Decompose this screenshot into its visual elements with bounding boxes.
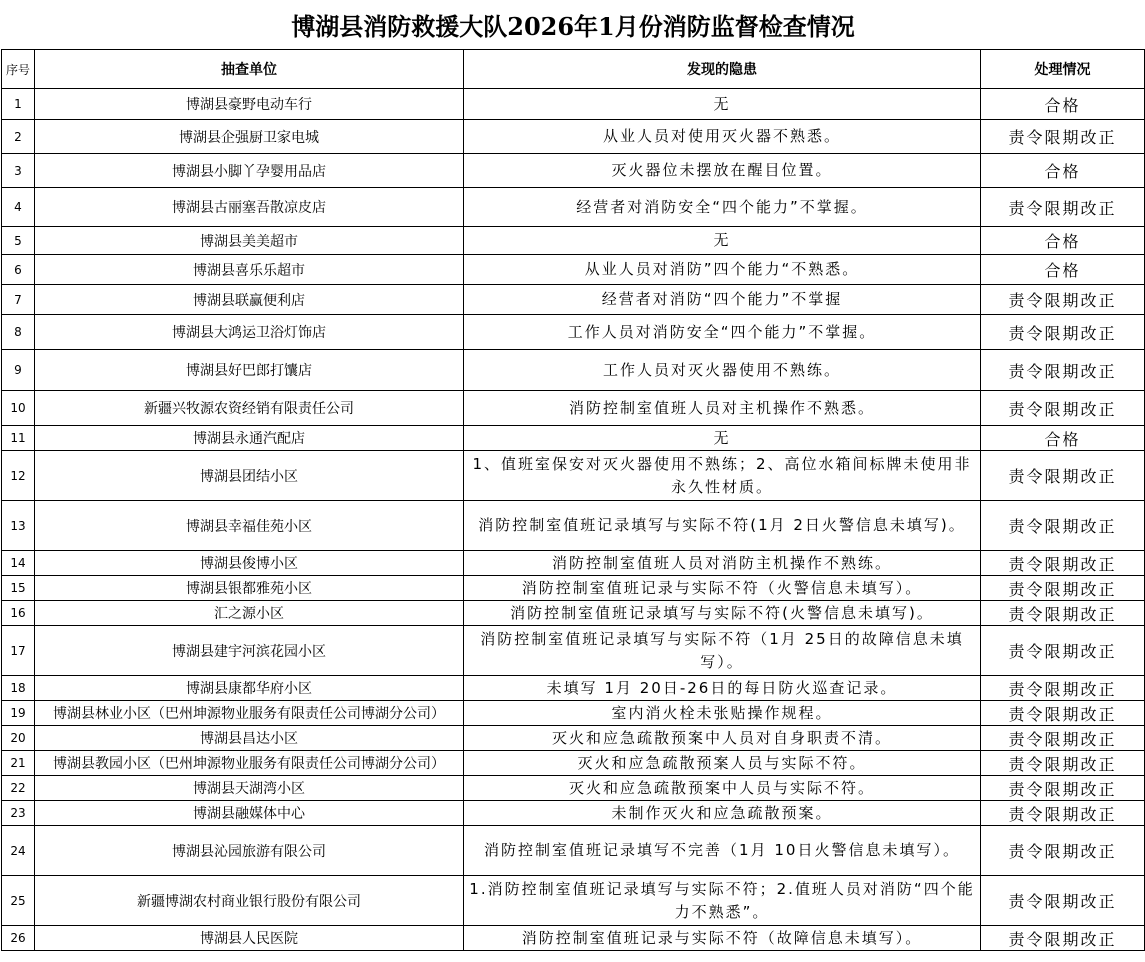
row-index: 12 xyxy=(2,451,35,501)
header-issue: 发现的隐患 xyxy=(464,50,981,89)
row-issue: 从业人员对使用灭火器不熟悉。 xyxy=(464,120,981,154)
row-index: 11 xyxy=(2,426,35,451)
table-row xyxy=(2,391,1145,426)
header-unit: 抽查单位 xyxy=(35,50,464,89)
row-unit: 博湖县俊博小区 xyxy=(35,551,464,576)
row-result: 责令限期改正 xyxy=(981,391,1145,426)
row-index: 15 xyxy=(2,576,35,601)
row-unit: 新疆兴牧源农资经销有限责任公司 xyxy=(35,391,464,426)
table-row xyxy=(2,188,1145,227)
row-index: 20 xyxy=(2,726,35,751)
row-index: 25 xyxy=(2,876,35,926)
row-result: 责令限期改正 xyxy=(981,926,1145,951)
row-result: 责令限期改正 xyxy=(981,626,1145,676)
row-index: 2 xyxy=(2,120,35,154)
row-result: 责令限期改正 xyxy=(981,701,1145,726)
table-row xyxy=(2,576,1145,601)
table-row xyxy=(2,776,1145,801)
row-result: 合格 xyxy=(981,89,1145,120)
row-unit: 新疆博湖农村商业银行股份有限公司 xyxy=(35,876,464,926)
row-issue: 消防控制室值班记录填写与实际不符(1月 2日火警信息未填写)。 xyxy=(464,501,981,551)
table-row xyxy=(2,227,1145,255)
row-index: 3 xyxy=(2,154,35,188)
row-index: 1 xyxy=(2,89,35,120)
table-row xyxy=(2,751,1145,776)
row-index: 8 xyxy=(2,315,35,350)
row-issue: 无 xyxy=(464,227,981,255)
row-issue: 无 xyxy=(464,89,981,120)
row-unit: 博湖县人民医院 xyxy=(35,926,464,951)
row-issue: 灭火和应急疏散预案中人员与实际不符。 xyxy=(464,776,981,801)
table-row xyxy=(2,626,1145,676)
row-result: 合格 xyxy=(981,255,1145,285)
row-result: 责令限期改正 xyxy=(981,776,1145,801)
table-row xyxy=(2,551,1145,576)
table-row xyxy=(2,501,1145,551)
row-unit: 博湖县康都华府小区 xyxy=(35,676,464,701)
row-issue: 1.消防控制室值班记录填写与实际不符；2.值班人员对消防“四个能力不熟悉”。 xyxy=(464,876,981,926)
header-result: 处理情况 xyxy=(981,50,1145,89)
row-issue: 工作人员对灭火器使用不熟练。 xyxy=(464,350,981,391)
row-issue: 1、值班室保安对灭火器使用不熟练；2、高位水箱间标牌未使用非永久性材质。 xyxy=(464,451,981,501)
row-result: 责令限期改正 xyxy=(981,826,1145,876)
row-index: 16 xyxy=(2,601,35,626)
row-index: 22 xyxy=(2,776,35,801)
table-row xyxy=(2,315,1145,350)
row-unit: 博湖县豪野电动车行 xyxy=(35,89,464,120)
row-result: 责令限期改正 xyxy=(981,501,1145,551)
row-index: 6 xyxy=(2,255,35,285)
table-row xyxy=(2,876,1145,926)
table-row xyxy=(2,120,1145,154)
row-issue: 消防控制室值班人员对消防主机操作不熟练。 xyxy=(464,551,981,576)
row-unit: 博湖县古丽塞吾散凉皮店 xyxy=(35,188,464,227)
row-unit: 博湖县幸福佳苑小区 xyxy=(35,501,464,551)
row-issue: 消防控制室值班记录填写与实际不符(火警信息未填写)。 xyxy=(464,601,981,626)
header-index: 序号 xyxy=(2,50,35,89)
table-row xyxy=(2,285,1145,315)
row-result: 责令限期改正 xyxy=(981,451,1145,501)
row-result: 责令限期改正 xyxy=(981,726,1145,751)
row-index: 17 xyxy=(2,626,35,676)
row-index: 5 xyxy=(2,227,35,255)
row-unit: 博湖县融媒体中心 xyxy=(35,801,464,826)
table-row xyxy=(2,801,1145,826)
row-result: 责令限期改正 xyxy=(981,188,1145,227)
table-row xyxy=(2,350,1145,391)
row-issue: 灭火器位未摆放在醒目位置。 xyxy=(464,154,981,188)
row-result: 合格 xyxy=(981,426,1145,451)
row-result: 责令限期改正 xyxy=(981,751,1145,776)
row-unit: 博湖县喜乐乐超市 xyxy=(35,255,464,285)
row-result: 责令限期改正 xyxy=(981,285,1145,315)
row-result: 责令限期改正 xyxy=(981,576,1145,601)
row-index: 10 xyxy=(2,391,35,426)
row-unit: 汇之源小区 xyxy=(35,601,464,626)
header-row xyxy=(2,50,1145,89)
table-row xyxy=(2,826,1145,876)
row-index: 9 xyxy=(2,350,35,391)
row-index: 19 xyxy=(2,701,35,726)
row-unit: 博湖县美美超市 xyxy=(35,227,464,255)
row-issue: 灭火和应急疏散预案中人员对自身职责不清。 xyxy=(464,726,981,751)
row-unit: 博湖县大鸿运卫浴灯饰店 xyxy=(35,315,464,350)
row-issue: 灭火和应急疏散预案人员与实际不符。 xyxy=(464,751,981,776)
table-row xyxy=(2,255,1145,285)
row-index: 24 xyxy=(2,826,35,876)
row-issue: 无 xyxy=(464,426,981,451)
row-issue: 消防控制室值班记录填写与实际不符（1月 25日的故障信息未填写）。 xyxy=(464,626,981,676)
row-index: 23 xyxy=(2,801,35,826)
row-unit: 博湖县团结小区 xyxy=(35,451,464,501)
row-result: 责令限期改正 xyxy=(981,350,1145,391)
table-row xyxy=(2,89,1145,120)
row-index: 13 xyxy=(2,501,35,551)
table-row xyxy=(2,676,1145,701)
row-result: 责令限期改正 xyxy=(981,801,1145,826)
row-index: 4 xyxy=(2,188,35,227)
row-index: 7 xyxy=(2,285,35,315)
row-issue: 未制作灭火和应急疏散预案。 xyxy=(464,801,981,826)
row-issue: 工作人员对消防安全“四个能力”不掌握。 xyxy=(464,315,981,350)
inspection-table xyxy=(1,0,1145,951)
row-unit: 博湖县沁园旅游有限公司 xyxy=(35,826,464,876)
row-issue: 消防控制室值班记录填写不完善（1月 10日火警信息未填写）。 xyxy=(464,826,981,876)
row-issue: 消防控制室值班记录与实际不符（火警信息未填写）。 xyxy=(464,576,981,601)
row-index: 21 xyxy=(2,751,35,776)
row-result: 责令限期改正 xyxy=(981,676,1145,701)
row-index: 26 xyxy=(2,926,35,951)
row-result: 责令限期改正 xyxy=(981,120,1145,154)
row-unit: 博湖县联赢便利店 xyxy=(35,285,464,315)
row-unit: 博湖县小脚丫孕婴用品店 xyxy=(35,154,464,188)
row-unit: 博湖县昌达小区 xyxy=(35,726,464,751)
row-issue: 经营者对消防安全“四个能力”不掌握。 xyxy=(464,188,981,227)
row-result: 合格 xyxy=(981,154,1145,188)
row-unit: 博湖县好巴郎打馕店 xyxy=(35,350,464,391)
table-row xyxy=(2,701,1145,726)
row-result: 责令限期改正 xyxy=(981,601,1145,626)
row-index: 14 xyxy=(2,551,35,576)
row-issue: 消防控制室值班记录与实际不符（故障信息未填写）。 xyxy=(464,926,981,951)
row-result: 责令限期改正 xyxy=(981,551,1145,576)
row-unit: 博湖县教园小区（巴州坤源物业服务有限责任公司博湖分公司） xyxy=(35,751,464,776)
row-unit: 博湖县企强厨卫家电城 xyxy=(35,120,464,154)
row-unit: 博湖县天湖湾小区 xyxy=(35,776,464,801)
row-issue: 消防控制室值班人员对主机操作不熟悉。 xyxy=(464,391,981,426)
table-row xyxy=(2,726,1145,751)
table-row xyxy=(2,154,1145,188)
row-unit: 博湖县建宇河滨花园小区 xyxy=(35,626,464,676)
row-result: 责令限期改正 xyxy=(981,876,1145,926)
row-unit: 博湖县林业小区（巴州坤源物业服务有限责任公司博湖分公司） xyxy=(35,701,464,726)
row-result: 责令限期改正 xyxy=(981,315,1145,350)
table-row xyxy=(2,601,1145,626)
row-unit: 博湖县永通汽配店 xyxy=(35,426,464,451)
row-result: 合格 xyxy=(981,227,1145,255)
row-index: 18 xyxy=(2,676,35,701)
table-row xyxy=(2,451,1145,501)
row-unit: 博湖县银都雅苑小区 xyxy=(35,576,464,601)
table-row xyxy=(2,426,1145,451)
page-title: 博湖县消防救援大队2026年1月份消防监督检查情况 xyxy=(2,0,1145,50)
row-issue: 从业人员对消防”四个能力“不熟悉。 xyxy=(464,255,981,285)
row-issue: 经营者对消防“四个能力”不掌握 xyxy=(464,285,981,315)
row-issue: 未填写 1月 20日-26日的每日防火巡查记录。 xyxy=(464,676,981,701)
table-row xyxy=(2,926,1145,951)
row-issue: 室内消火栓未张贴操作规程。 xyxy=(464,701,981,726)
